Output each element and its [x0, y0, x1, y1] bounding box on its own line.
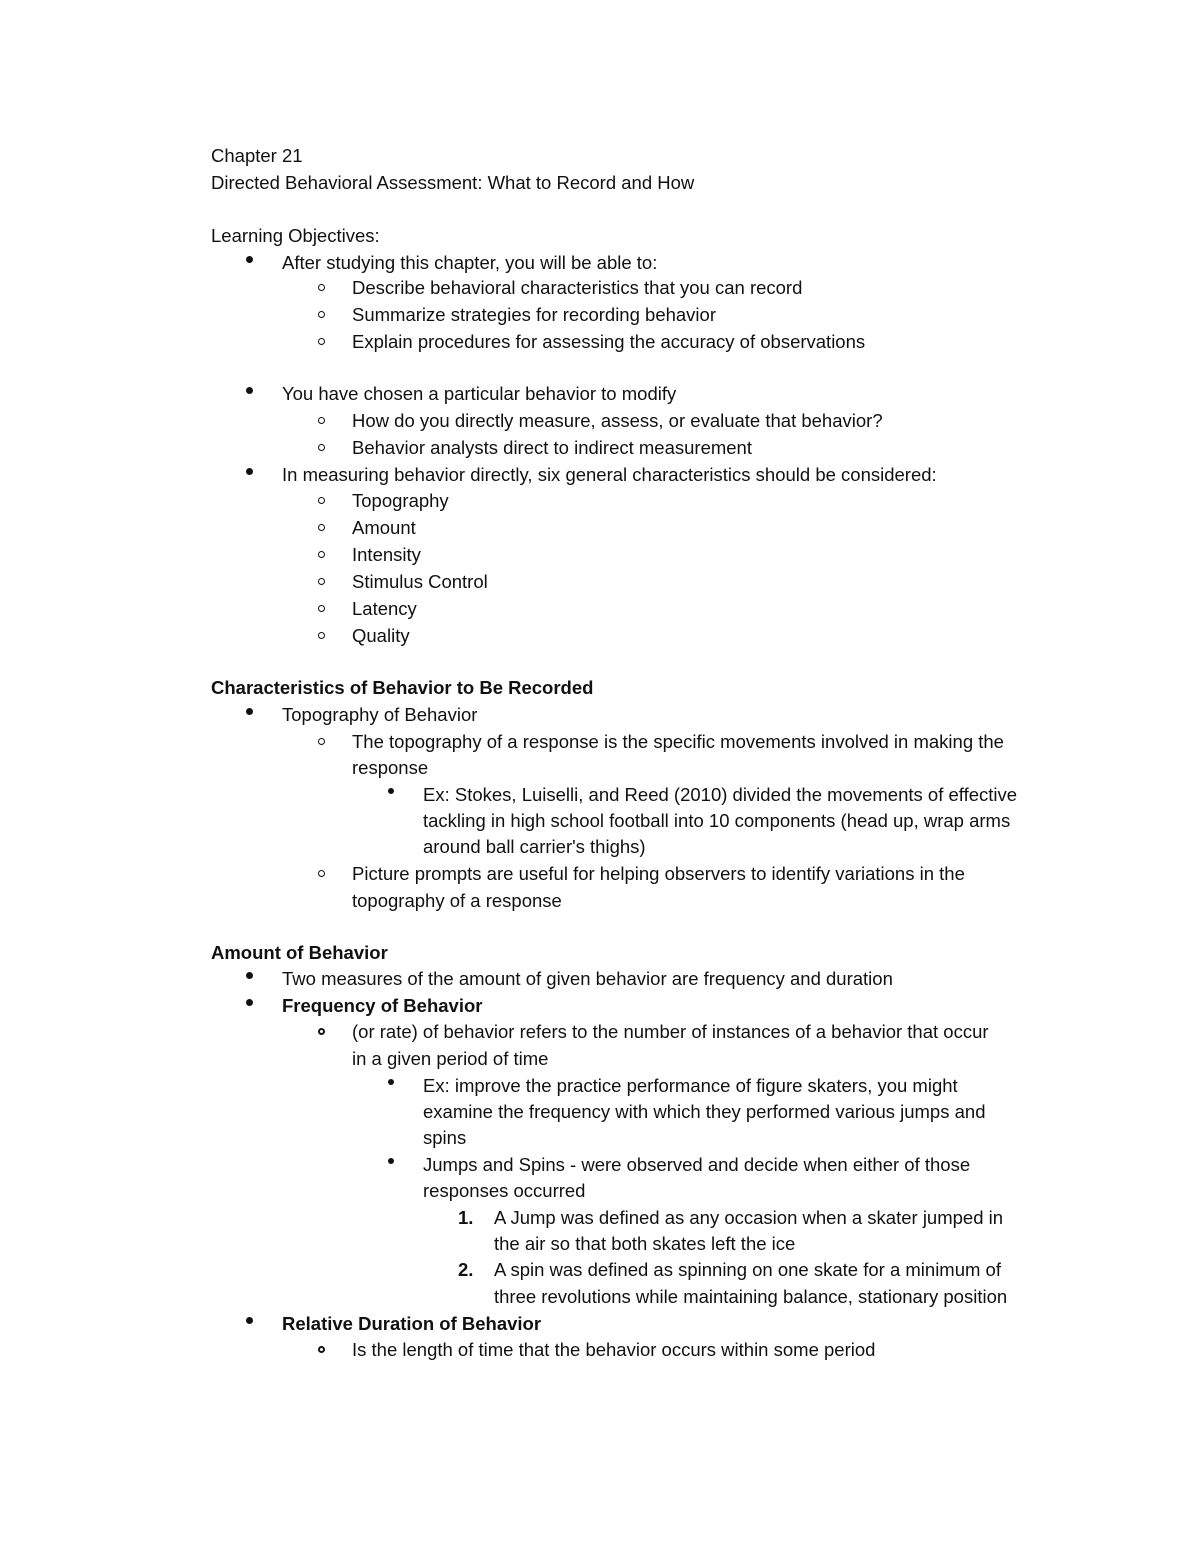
skaters-example-cont: spins	[423, 1127, 467, 1148]
section-heading-amount: Amount of Behavior	[211, 942, 388, 963]
characteristic-item: Quality	[352, 625, 410, 646]
picture-prompts-text-cont: topography of a response	[352, 890, 562, 911]
bullet-icon	[246, 256, 253, 263]
topography-example-cont: tackling in high school football into 10 components (head up, wrap arms	[423, 810, 1011, 831]
topography-example-cont: around ball carrier's thighs)	[423, 836, 646, 857]
spin-definition: A spin was defined as spinning on one skate for a minimum of	[494, 1259, 1001, 1280]
relative-duration-title: Relative Duration of Behavior	[282, 1313, 542, 1334]
frequency-definition: (or rate) of behavior refers to the number of instances of a behavior that occur	[352, 1021, 989, 1042]
bullet-icon	[246, 999, 253, 1006]
objective-item: Describe behavioral characteristics that you can record	[352, 277, 803, 298]
characteristic-item: Topography	[352, 490, 449, 511]
section-heading-characteristics: Characteristics of Behavior to Be Recorded	[211, 677, 594, 698]
objectives-heading: Learning Objectives:	[211, 225, 380, 246]
bullet-icon	[388, 1079, 394, 1085]
picture-prompts-text: Picture prompts are useful for helping observers to identify variations in the	[352, 863, 965, 884]
characteristic-item: Latency	[352, 598, 417, 619]
topography-title: Topography of Behavior	[282, 704, 478, 725]
characteristic-item: Amount	[352, 517, 416, 538]
chosen-item: Behavior analysts direct to indirect measurement	[352, 437, 752, 458]
circle-bullet-icon	[318, 311, 325, 318]
bullet-icon	[388, 788, 394, 794]
circle-bullet-icon	[318, 444, 325, 451]
list-number: 1.	[458, 1207, 474, 1228]
bullet-icon	[246, 1317, 253, 1324]
amount-measures: Two measures of the amount of given behavior are frequency and duration	[282, 968, 893, 989]
bullet-icon	[246, 387, 253, 394]
chosen-behavior-text: You have chosen a particular behavior to modify	[282, 383, 677, 404]
bullet-icon	[246, 468, 253, 475]
jump-definition: A Jump was defined as any occasion when a skater jumped in	[494, 1207, 1004, 1228]
circle-bullet-icon	[318, 1028, 325, 1035]
objectives-intro: After studying this chapter, you will be able to:	[282, 252, 658, 273]
chosen-item: How do you directly measure, assess, or evaluate that behavior?	[352, 410, 883, 431]
jumps-spins-text: Jumps and Spins - were observed and decide when either of those	[423, 1154, 971, 1175]
objective-item: Summarize strategies for recording behavior	[352, 304, 716, 325]
circle-bullet-icon	[318, 578, 325, 585]
list-number: 2.	[458, 1259, 474, 1280]
circle-bullet-icon	[318, 284, 325, 291]
skaters-example-cont: examine the frequency with which they performed various jumps and	[423, 1101, 986, 1122]
bullet-icon	[246, 972, 253, 979]
jumps-spins-text-cont: responses occurred	[423, 1180, 586, 1201]
circle-bullet-icon	[318, 870, 325, 877]
frequency-title: Frequency of Behavior	[282, 995, 483, 1016]
relative-duration-definition: Is the length of time that the behavior occurs within some period	[352, 1339, 876, 1360]
frequency-definition-cont: in a given period of time	[352, 1048, 549, 1069]
document-title: Directed Behavioral Assessment: What to Record and How	[211, 172, 695, 193]
bullet-icon	[388, 1158, 394, 1164]
circle-bullet-icon	[318, 632, 325, 639]
topography-definition: The topography of a response is the specific movements involved in making the	[352, 731, 1004, 752]
skaters-example: Ex: improve the practice performance of figure skaters, you might	[423, 1075, 958, 1096]
circle-bullet-icon	[318, 1346, 325, 1353]
circle-bullet-icon	[318, 605, 325, 612]
circle-bullet-icon	[318, 338, 325, 345]
circle-bullet-icon	[318, 497, 325, 504]
characteristic-item: Intensity	[352, 544, 421, 565]
chapter-label: Chapter 21	[211, 145, 303, 166]
jump-definition-cont: the air so that both skates left the ice	[494, 1233, 796, 1254]
circle-bullet-icon	[318, 417, 325, 424]
objective-item: Explain procedures for assessing the accuracy of observations	[352, 331, 866, 352]
circle-bullet-icon	[318, 738, 325, 745]
circle-bullet-icon	[318, 551, 325, 558]
characteristic-item: Stimulus Control	[352, 571, 488, 592]
bullet-icon	[246, 708, 253, 715]
spin-definition-cont: three revolutions while maintaining balance, stationary position	[494, 1286, 1008, 1307]
topography-example: Ex: Stokes, Luiselli, and Reed (2010) divided the movements of effective	[423, 784, 1018, 805]
circle-bullet-icon	[318, 524, 325, 531]
measuring-text: In measuring behavior directly, six general characteristics should be considered:	[282, 464, 937, 485]
topography-definition-cont: response	[352, 757, 429, 778]
